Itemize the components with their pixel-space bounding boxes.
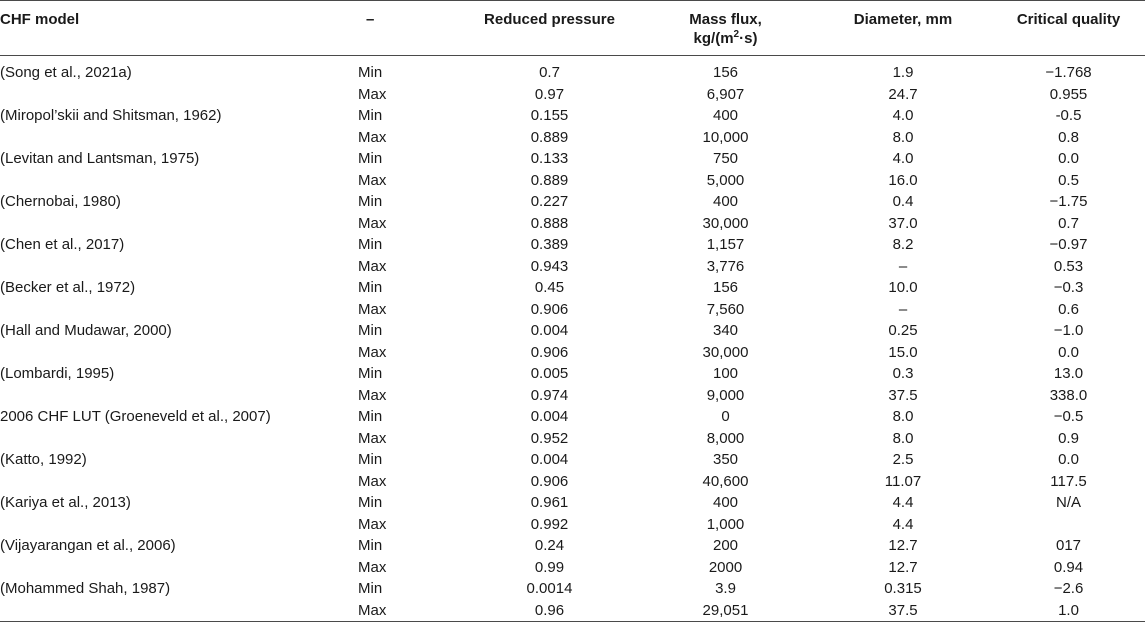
- cell-reduced-pressure: 0.889: [530, 171, 569, 189]
- cell-mass-flux: 1,000: [706, 515, 745, 533]
- table-row: [0, 148, 1145, 170]
- cell-chf-model: [0, 600, 358, 622]
- cell-chf-model: (Vijayarangan et al., 2006): [0, 537, 176, 554]
- cell-diameter: 8.2: [892, 236, 914, 253]
- table-body: [0, 56, 1145, 622]
- cell-diameter: 4.0: [892, 107, 914, 124]
- cell-reduced-pressure: 0.889: [530, 128, 569, 146]
- cell-min-max: Min: [358, 408, 383, 425]
- cell-diameter: 12.7: [888, 558, 918, 576]
- cell-diameter: 11.07: [884, 472, 922, 490]
- cell-reduced-pressure: 0.45: [534, 279, 565, 296]
- cell-chf-model: [0, 213, 358, 235]
- cell-critical-quality: −1.768: [1045, 64, 1092, 81]
- cell-min-max: Min: [358, 107, 383, 124]
- table-row: [0, 535, 1145, 557]
- header-mass-flux-unit-pre: kg/(m: [693, 30, 734, 47]
- cell-reduced-pressure: 0.389: [530, 236, 569, 253]
- table-row: [0, 428, 1145, 450]
- cell-critical-quality: 0.53: [1053, 257, 1084, 275]
- table-row: [0, 492, 1145, 514]
- cell-critical-quality: N/A: [1055, 494, 1081, 511]
- cell-reduced-pressure: 0.974: [530, 386, 569, 404]
- cell-diameter: 2.5: [892, 451, 914, 468]
- cell-mass-flux: 100: [712, 365, 739, 382]
- table-row: [0, 234, 1145, 256]
- cell-critical-quality: −0.97: [1049, 236, 1088, 253]
- table-row: [0, 84, 1145, 106]
- cell-mass-flux: 400: [712, 193, 739, 210]
- cell-mass-flux: 200: [712, 537, 739, 554]
- cell-min-max: Max: [358, 429, 387, 447]
- cell-chf-model: [0, 514, 358, 536]
- cell-chf-model: (Lombardi, 1995): [0, 365, 115, 382]
- cell-critical-quality: 1.0: [1058, 601, 1079, 619]
- cell-reduced-pressure: 0.97: [534, 85, 565, 103]
- table-row: [0, 127, 1145, 149]
- cell-reduced-pressure: 0.004: [530, 408, 569, 425]
- header-mass-flux: [637, 1, 814, 56]
- cell-critical-quality: 017: [1055, 537, 1082, 554]
- cell-mass-flux: 2000: [708, 558, 743, 576]
- header-dash: –: [366, 11, 375, 28]
- cell-critical-quality: −1.0: [1053, 322, 1084, 339]
- cell-chf-model: [0, 342, 358, 364]
- header-reduced-pressure: Reduced pressure: [484, 11, 615, 28]
- cell-min-max: Max: [358, 85, 387, 103]
- cell-reduced-pressure: 0.943: [530, 257, 569, 275]
- header-row: [0, 1, 1145, 56]
- table-row: [0, 213, 1145, 235]
- header-mass-flux-line1: Mass flux,: [689, 11, 762, 28]
- cell-critical-quality: −0.3: [1053, 279, 1084, 296]
- header-critical-quality: Critical quality: [1016, 11, 1121, 28]
- cell-min-max: Max: [358, 343, 387, 361]
- cell-chf-model: [0, 84, 358, 106]
- cell-chf-model: [0, 385, 358, 407]
- cell-critical-quality: −1.75: [1049, 193, 1088, 210]
- cell-mass-flux: 30,000: [702, 214, 749, 232]
- cell-reduced-pressure: 0.992: [530, 515, 569, 533]
- header-mass-flux-unit-sup: 2: [733, 29, 740, 40]
- cell-mass-flux: 9,000: [706, 386, 745, 404]
- cell-chf-model: (Hall and Mudawar, 2000): [0, 322, 172, 339]
- cell-min-max: Max: [358, 601, 387, 619]
- cell-min-max: Min: [358, 537, 383, 554]
- cell-critical-quality: 0.0: [1058, 451, 1079, 468]
- cell-mass-flux: 750: [712, 150, 739, 167]
- cell-mass-flux: 400: [712, 107, 739, 124]
- cell-min-max: Min: [358, 64, 383, 81]
- cell-diameter: 10.0: [888, 279, 918, 296]
- cell-mass-flux: 400: [712, 494, 739, 511]
- cell-diameter: –: [898, 300, 908, 318]
- cell-mass-flux: 5,000: [706, 171, 745, 189]
- header-chf-model: CHF model: [0, 11, 80, 28]
- cell-reduced-pressure: 0.133: [530, 150, 569, 167]
- table-row: [0, 320, 1145, 342]
- cell-diameter: 4.4: [892, 494, 914, 511]
- cell-reduced-pressure: 0.906: [530, 472, 569, 490]
- table-header: [0, 1, 1145, 56]
- cell-reduced-pressure: 0.155: [530, 107, 569, 124]
- cell-diameter: 4.4: [892, 515, 914, 533]
- table-row: [0, 406, 1145, 428]
- cell-reduced-pressure: 0.0014: [526, 580, 573, 597]
- cell-mass-flux: 29,051: [702, 601, 749, 619]
- cell-reduced-pressure: 0.7: [539, 64, 560, 81]
- table-row: [0, 557, 1145, 579]
- cell-critical-quality: 0.8: [1058, 128, 1079, 146]
- cell-diameter: 16.0: [888, 171, 918, 189]
- cell-critical-quality: 0.6: [1058, 300, 1079, 318]
- cell-mass-flux: 6,907: [706, 85, 745, 103]
- cell-critical-quality: 0.955: [1049, 85, 1088, 103]
- cell-min-max: Max: [358, 214, 387, 232]
- cell-min-max: Min: [358, 279, 383, 296]
- cell-reduced-pressure: 0.906: [530, 300, 569, 318]
- cell-min-max: Max: [358, 472, 387, 490]
- cell-chf-model: [0, 299, 358, 321]
- header-mass-flux-unit-post: ·s): [739, 30, 758, 47]
- cell-diameter: 37.5: [888, 601, 918, 619]
- cell-mass-flux: 3.9: [715, 580, 736, 597]
- cell-critical-quality: [992, 514, 1145, 536]
- cell-chf-model: [0, 170, 358, 192]
- cell-mass-flux: 3,776: [706, 257, 745, 275]
- table-row: [0, 191, 1145, 213]
- cell-reduced-pressure: 0.227: [530, 193, 569, 210]
- cell-critical-quality: 0.9: [1058, 429, 1079, 447]
- cell-chf-model: (Chernobai, 1980): [0, 193, 121, 210]
- cell-chf-model: (Levitan and Lantsman, 1975): [0, 150, 200, 167]
- cell-min-max: Min: [358, 236, 383, 253]
- cell-diameter: 24.7: [888, 85, 918, 103]
- table-row: [0, 56, 1145, 84]
- table-row: [0, 170, 1145, 192]
- cell-mass-flux: 8,000: [706, 429, 745, 447]
- cell-mass-flux: 350: [712, 451, 739, 468]
- table-row: [0, 471, 1145, 493]
- cell-diameter: 4.0: [892, 150, 914, 167]
- cell-diameter: 8.0: [892, 408, 914, 425]
- cell-min-max: Max: [358, 257, 387, 275]
- table-row: [0, 449, 1145, 471]
- table-row: [0, 256, 1145, 278]
- cell-min-max: Min: [358, 365, 383, 382]
- cell-reduced-pressure: 0.99: [534, 558, 565, 576]
- cell-min-max: Max: [358, 171, 387, 189]
- table-row: [0, 277, 1145, 299]
- cell-min-max: Min: [358, 150, 383, 167]
- cell-min-max: Max: [358, 128, 387, 146]
- cell-critical-quality: 0.0: [1058, 343, 1079, 361]
- cell-reduced-pressure: 0.888: [530, 214, 569, 232]
- cell-critical-quality: 338.0: [1049, 386, 1088, 404]
- cell-chf-model: (Katto, 1992): [0, 451, 87, 468]
- cell-chf-model: (Miropol’skii and Shitsman, 1962): [0, 107, 222, 124]
- cell-chf-model: [0, 428, 358, 450]
- table-row: [0, 578, 1145, 600]
- cell-min-max: Min: [358, 322, 383, 339]
- table-row: [0, 299, 1145, 321]
- cell-diameter: 15.0: [888, 343, 918, 361]
- table-row: [0, 385, 1145, 407]
- cell-mass-flux: 40,600: [702, 472, 749, 490]
- cell-chf-model: [0, 557, 358, 579]
- cell-min-max: Min: [358, 494, 383, 511]
- table-row: [0, 514, 1145, 536]
- table-row: [0, 600, 1145, 622]
- cell-mass-flux: 340: [712, 322, 739, 339]
- cell-min-max: Max: [358, 515, 387, 533]
- cell-chf-model: [0, 127, 358, 149]
- cell-reduced-pressure: 0.96: [534, 601, 565, 619]
- cell-diameter: 37.5: [888, 386, 918, 404]
- cell-diameter: 8.0: [892, 429, 914, 447]
- cell-diameter: 12.7: [888, 537, 918, 554]
- cell-critical-quality: 13.0: [1053, 365, 1084, 382]
- cell-diameter: 0.315: [884, 580, 922, 597]
- cell-critical-quality: −2.6: [1053, 580, 1084, 597]
- cell-chf-model: (Chen et al., 2017): [0, 236, 125, 253]
- cell-chf-model: 2006 CHF LUT (Groeneveld et al., 2007): [0, 408, 271, 425]
- cell-critical-quality: 117.5: [1050, 472, 1087, 490]
- cell-min-max: Max: [358, 558, 387, 576]
- cell-min-max: Max: [358, 386, 387, 404]
- cell-reduced-pressure: 0.952: [530, 429, 569, 447]
- cell-critical-quality: 0.0: [1058, 150, 1079, 167]
- cell-min-max: Min: [358, 193, 383, 210]
- cell-reduced-pressure: 0.961: [530, 494, 569, 511]
- cell-reduced-pressure: 0.24: [534, 537, 565, 554]
- table-row: [0, 105, 1145, 127]
- cell-diameter: 0.25: [888, 322, 918, 339]
- cell-diameter: 37.0: [888, 214, 918, 232]
- cell-critical-quality: -0.5: [1055, 107, 1082, 124]
- cell-mass-flux: 1,157: [706, 236, 745, 253]
- cell-chf-model: (Song et al., 2021a): [0, 64, 132, 81]
- cell-diameter: 8.0: [892, 128, 914, 146]
- cell-reduced-pressure: 0.906: [530, 343, 569, 361]
- cell-chf-model: [0, 471, 358, 493]
- cell-mass-flux: 156: [712, 64, 739, 81]
- cell-mass-flux: 156: [712, 279, 739, 296]
- cell-critical-quality: −0.5: [1053, 408, 1084, 425]
- cell-chf-model: (Kariya et al., 2013): [0, 494, 131, 511]
- cell-diameter: 0.4: [892, 193, 914, 210]
- cell-reduced-pressure: 0.004: [530, 451, 569, 468]
- cell-critical-quality: 0.94: [1053, 558, 1084, 576]
- cell-critical-quality: 0.5: [1058, 171, 1079, 189]
- cell-diameter: –: [898, 257, 908, 275]
- cell-min-max: Min: [358, 580, 383, 597]
- cell-reduced-pressure: 0.005: [530, 365, 569, 382]
- cell-diameter: 0.3: [892, 365, 914, 382]
- cell-chf-model: [0, 256, 358, 278]
- cell-chf-model: (Mohammed Shah, 1987): [0, 580, 171, 597]
- cell-mass-flux: 30,000: [702, 343, 749, 361]
- cell-critical-quality: 0.7: [1058, 214, 1079, 232]
- cell-mass-flux: 0: [721, 408, 730, 425]
- cell-min-max: Min: [358, 451, 383, 468]
- cell-mass-flux: 10,000: [702, 128, 749, 146]
- cell-reduced-pressure: 0.004: [530, 322, 569, 339]
- cell-diameter: 1.9: [892, 64, 914, 81]
- cell-mass-flux: 7,560: [706, 300, 745, 318]
- table-row: [0, 342, 1145, 364]
- cell-chf-model: (Becker et al., 1972): [0, 279, 136, 296]
- cell-min-max: Max: [358, 300, 387, 318]
- header-diameter: Diameter, mm: [853, 11, 953, 28]
- table-row: [0, 363, 1145, 385]
